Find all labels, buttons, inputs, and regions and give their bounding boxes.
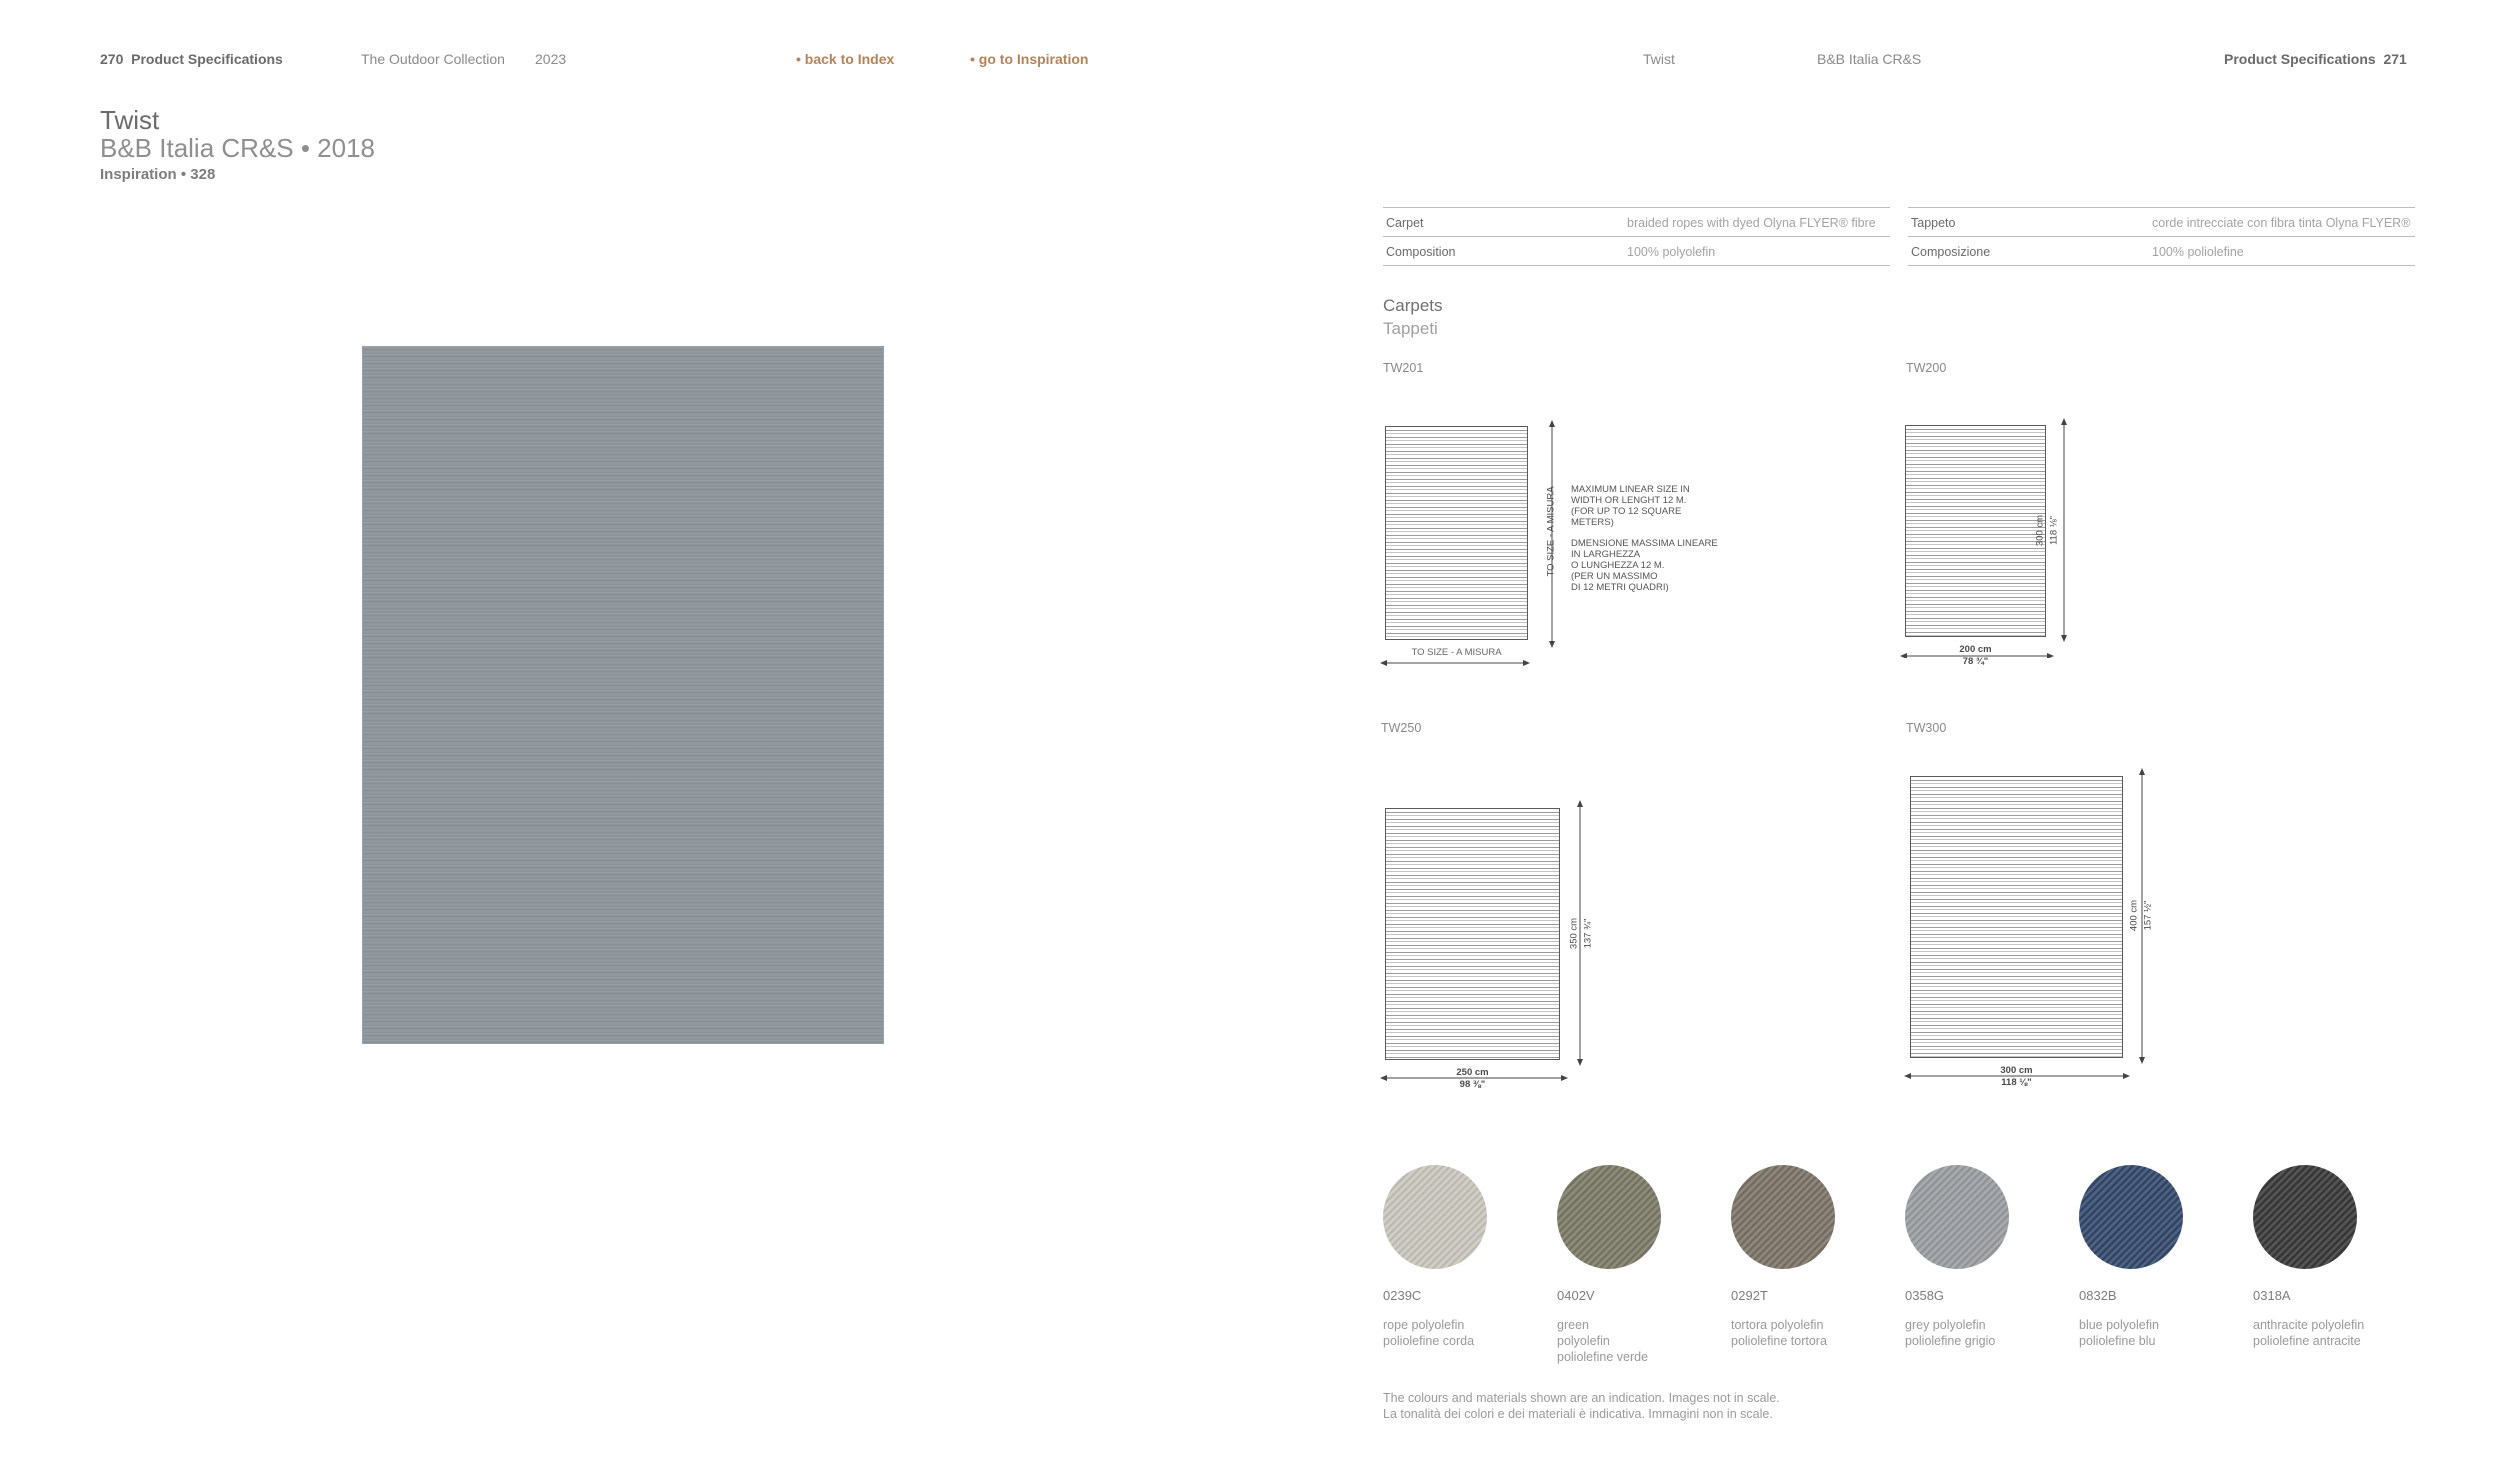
swatch-desc-it: poliolefine grigio [1905, 1334, 1996, 1348]
swatch-desc-en: tortora polyolefin [1731, 1318, 1824, 1332]
swatch-description [1557, 1317, 1648, 1365]
swatch-0358g [1905, 1165, 2009, 1269]
tw200-width-in: 78 ¾" [1962, 656, 1989, 667]
spec-row [1908, 208, 2415, 237]
tw201-size-note-en [1571, 484, 1690, 528]
swatch-description [1731, 1317, 1827, 1349]
tw300-height-cm: 400 cm [2128, 899, 2140, 932]
footnote-it: La tonalità dei colori e dei materiali è indicativa. Immagini non in scale. [1383, 1407, 1773, 1421]
note-line: WIDTH OR LENGHT 12 M. [1571, 495, 1687, 506]
carpets-heading: Carpets [1383, 296, 1443, 315]
swatch-0832b [2079, 1165, 2183, 1269]
tw250-height-in: 137 ¾" [1582, 918, 1594, 949]
swatch-code: 0832B [2079, 1288, 2117, 1303]
header-product-name: Twist [1643, 51, 1675, 67]
swatch-desc-extra: poliolefine verde [1557, 1350, 1649, 1364]
right-page-number: 271 [2383, 51, 2407, 67]
note-line: IN LARGHEZZA [1571, 549, 1641, 560]
carpets-subheading: Tappeti [1383, 319, 1438, 338]
tw200-width-cm: 200 cm [1959, 644, 1992, 655]
swatch-desc-en: rope polyolefin [1383, 1318, 1465, 1332]
spec-value: braided ropes with dyed Olyna FLYER® fibre [1627, 216, 1876, 230]
swatch-description [1383, 1317, 1474, 1349]
swatch-0402v [1557, 1165, 1661, 1269]
swatch-desc-it: poliolefine antracite [2253, 1334, 2361, 1348]
swatch-code: 0318A [2253, 1288, 2291, 1303]
tw201-width-label: TO SIZE - A MISURA [1411, 647, 1502, 658]
spec-key: Tappeto [1911, 216, 1956, 230]
tw300-height-in: 157 ½" [2142, 900, 2154, 931]
spec-key: Composition [1386, 245, 1456, 259]
swatch-code: 0239C [1383, 1288, 1422, 1303]
tw250-width-in: 98 ⅜" [1459, 1079, 1486, 1090]
swatch-0318a [2253, 1165, 2357, 1269]
spec-key: Composizione [1911, 245, 1991, 259]
tw200-height-in: 118 ⅛" [2048, 515, 2060, 546]
left-page-number-section [100, 51, 283, 67]
swatch-desc-en: blue polyolefin [2079, 1318, 2159, 1332]
swatch-code: 0402V [1557, 1288, 1595, 1303]
product-brand-year: B&B Italia CR&S • 2018 [100, 133, 376, 163]
swatch-description [2079, 1317, 2159, 1349]
note-line: (FOR UP TO 12 SQUARE [1571, 506, 1682, 517]
collection-year: 2023 [535, 51, 567, 67]
spec-table-en [1383, 207, 1890, 266]
rug-product-image [362, 346, 884, 1044]
model-code-tw200: TW200 [1906, 361, 1947, 375]
swatch-desc-en: grey polyolefin [1905, 1318, 1986, 1332]
swatch-desc-it: poliolefine corda [1383, 1334, 1475, 1348]
swatch-desc-it: poliolefine tortora [1731, 1334, 1827, 1348]
tw300-dimension-lines [1900, 768, 2150, 1083]
tw300-width-in: 118 ⅛" [2001, 1077, 2032, 1088]
model-code-tw201: TW201 [1383, 361, 1424, 375]
tw201-height-label: TO SIZE - A MISURA [1545, 486, 1557, 577]
spec-value: 100% poliolefine [2152, 245, 2244, 259]
right-page-number-section [2224, 51, 2407, 67]
tw250-dimension-lines [1380, 800, 1590, 1085]
spec-value: corde intrecciate con fibra tinta Olyna FLYER® [2152, 216, 2411, 230]
swatch-description [2253, 1317, 2364, 1349]
tw250-height-cm: 350 cm [1568, 917, 1580, 950]
note-line: MAXIMUM LINEAR SIZE IN [1571, 484, 1690, 495]
swatch-desc-en: anthracite polyolefin [2253, 1318, 2365, 1332]
spec-row [1383, 237, 1890, 266]
note-line: DI 12 METRI QUADRI) [1571, 582, 1669, 593]
swatch-desc-it: poliolefine blu [2079, 1334, 2156, 1348]
swatch-0239c [1383, 1165, 1487, 1269]
collection-name: The Outdoor Collection [361, 51, 505, 67]
tw201-dimension-lines [1380, 420, 1560, 670]
note-line: DMENSIONE MASSIMA LINEARE [1571, 538, 1718, 549]
footnote-en: The colours and materials shown are an indication. Images not in scale. [1383, 1391, 1780, 1405]
go-to-inspiration-link[interactable]: • go to Inspiration [970, 51, 1089, 67]
swatch-code: 0358G [1905, 1288, 1945, 1303]
left-section-title: Product Specifications [131, 51, 283, 67]
note-line: O LUNGHEZZA 12 M. [1571, 560, 1665, 571]
tw200-height-cm: 300 cm [2034, 514, 2046, 547]
spec-row [1383, 208, 1890, 237]
swatch-code: 0292T [1731, 1288, 1768, 1303]
swatch-desc-it: polyolefin [1557, 1334, 1610, 1348]
swatch-description [1905, 1317, 1995, 1349]
right-section-title: Product Specifications [2224, 51, 2376, 67]
inspiration-reference: Inspiration • 328 [100, 166, 216, 183]
note-line: (PER UN MASSIMO [1571, 571, 1658, 582]
spec-value: 100% polyolefin [1627, 245, 1716, 259]
spec-row [1908, 237, 2415, 266]
left-page-number: 270 [100, 51, 124, 67]
spec-table-it [1908, 207, 2415, 266]
tw250-width-cm: 250 cm [1456, 1067, 1489, 1078]
tw300-width-cm: 300 cm [2000, 1065, 2033, 1076]
model-code-tw250: TW250 [1381, 721, 1422, 735]
swatch-desc-en: green [1557, 1318, 1589, 1332]
header-brand: B&B Italia CR&S [1817, 51, 1922, 67]
product-title: Twist [100, 105, 160, 135]
back-to-index-link[interactable]: • back to Index [796, 51, 895, 67]
swatch-0292t [1731, 1165, 1835, 1269]
model-code-tw300: TW300 [1906, 721, 1947, 735]
note-line: METERS) [1571, 517, 1614, 528]
tw201-size-note-it [1571, 538, 1718, 593]
spec-key: Carpet [1386, 216, 1424, 230]
